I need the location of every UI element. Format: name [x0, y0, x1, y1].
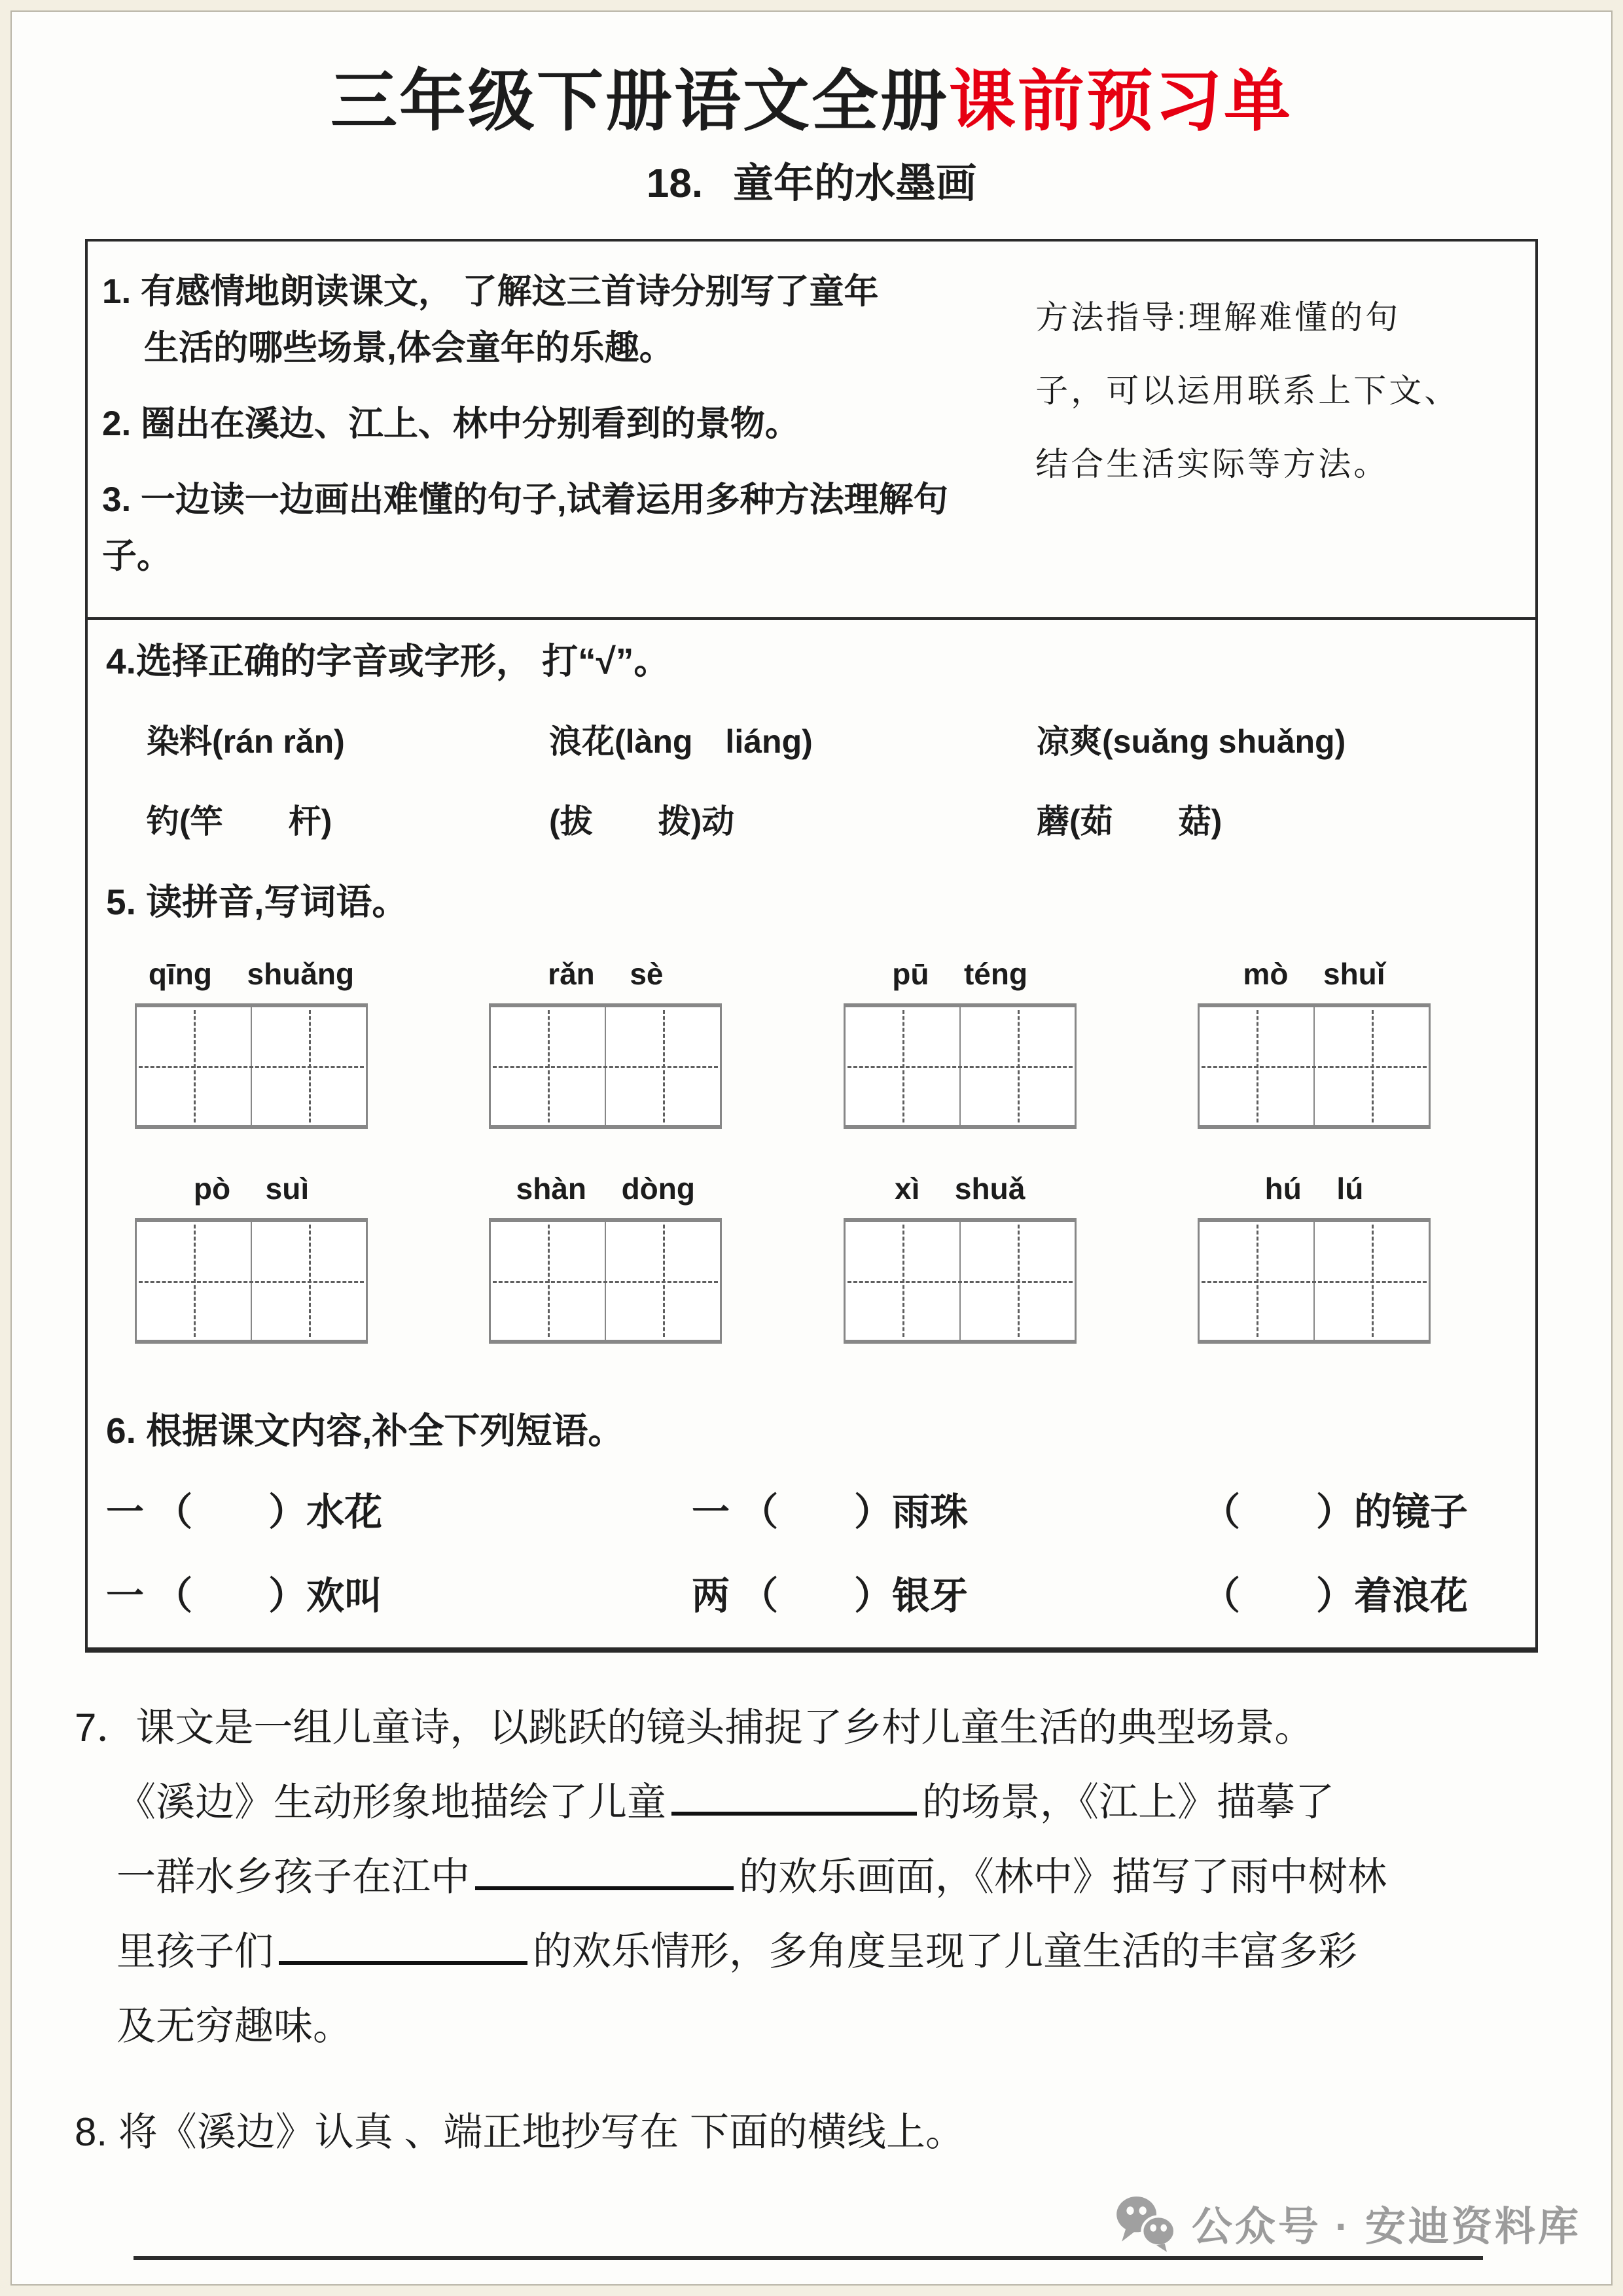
grid-cell — [605, 1222, 720, 1340]
grid-cell — [846, 1222, 959, 1340]
writing-grid — [489, 1218, 722, 1344]
copy-line-1 — [134, 2256, 1483, 2260]
grid-cell — [605, 1007, 720, 1125]
item-text-line2: 生活的哪些场景,体会童年的乐趣。 — [144, 328, 674, 367]
q5-grid-row-1 — [135, 956, 1431, 1129]
q7-text: 的场景，《江上》描摹了 — [922, 1780, 1334, 1824]
pinyin-label: pū téng — [892, 956, 1028, 991]
page-title — [12, 60, 1611, 144]
guide-line: 子，可以运用联系上下文、 — [1035, 372, 1460, 409]
q6-phrase: 一 （ ）雨珠 — [692, 1490, 969, 1534]
q7-line4 — [75, 1914, 1543, 1989]
q5-word-unit — [135, 956, 368, 1129]
q7-text: 的欢乐画面，《林中》描写了雨中树林 — [739, 1854, 1387, 1899]
writing-grid — [1198, 1003, 1431, 1129]
answer-blank — [671, 1783, 917, 1816]
q5-word-unit — [844, 956, 1077, 1129]
item-number: 3. — [102, 480, 132, 519]
pinyin-label: qīng shuǎng — [148, 956, 355, 991]
item-text: 一边读一边画出难懂的句子,试着运用多种方法理解句子。 — [102, 480, 948, 575]
lesson-name: 童年的水墨画 — [733, 160, 977, 206]
q4-option: 蘑(茹 菇) — [1037, 802, 1222, 840]
lesson-heading — [12, 151, 1611, 209]
footer-watermark — [1115, 2193, 1581, 2253]
q7-text: 《溪边》生动形象地描绘了儿童 — [116, 1780, 666, 1824]
q8-title: 8. 将《溪边》认真 、端正地抄写在 下面的横线上。 — [75, 2109, 965, 2154]
q7-text: 一群水乡孩子在江中 — [116, 1854, 470, 1899]
writing-grid — [135, 1218, 368, 1344]
q6-phrase: （ ）着浪花 — [1202, 1574, 1469, 1617]
q4-options-row-2 — [106, 795, 1516, 842]
paper-sheet — [10, 10, 1613, 2286]
writing-grid — [489, 1003, 722, 1129]
pinyin-label: rǎn sè — [548, 956, 664, 991]
guide-line: 方法指导:理解难懂的句 — [1035, 298, 1401, 336]
q6-phrase: 一 （ ）水花 — [106, 1490, 383, 1534]
grid-cell — [1200, 1007, 1313, 1125]
q4-option: 浪花(làng liáng) — [549, 723, 813, 760]
q6-phrase-row-1 — [106, 1481, 1516, 1536]
writing-grid — [1198, 1218, 1431, 1344]
pinyin-label: xì shuǎ — [895, 1171, 1026, 1206]
q6-phrase: 一 （ ）欢叫 — [106, 1574, 383, 1617]
q4-option: 钓(竿 杆) — [147, 802, 332, 840]
q7-paragraph — [75, 1691, 1543, 2064]
q7-text: 里孩子们 — [116, 1929, 274, 1973]
writing-grid — [135, 1003, 368, 1129]
instruction-item-1 — [102, 264, 1009, 376]
q5-word-unit — [489, 956, 722, 1129]
item-text: 圈出在溪边、江上、林中分别看到的景物。 — [140, 404, 800, 443]
pinyin-label: hú lú — [1264, 1171, 1364, 1206]
grid-cell — [1313, 1222, 1429, 1340]
grid-cell — [1200, 1222, 1313, 1340]
q5-word-unit — [1198, 1171, 1431, 1344]
grid-cell — [1313, 1007, 1429, 1125]
grid-cell — [137, 1007, 251, 1125]
q4-option: (拔 拨)动 — [549, 802, 735, 840]
q5-word-unit — [844, 1171, 1077, 1344]
grid-cell — [251, 1007, 366, 1125]
questions-row — [88, 617, 1535, 1647]
q6-phrase: 两 （ ）银牙 — [692, 1574, 969, 1617]
q7-text: 的欢乐情形，多角度呈现了儿童生活的丰富多彩 — [533, 1929, 1357, 1973]
instructions-row — [88, 242, 1535, 617]
worksheet-box — [85, 239, 1538, 1653]
instruction-item-3 — [102, 472, 1009, 584]
grid-cell — [959, 1007, 1075, 1125]
guide-line: 结合生活实际等方法。 — [1035, 445, 1389, 482]
writing-grid — [844, 1218, 1077, 1344]
item-number: 1. — [102, 272, 132, 311]
q7-line2 — [75, 1765, 1543, 1840]
grid-cell — [251, 1222, 366, 1340]
answer-blank — [279, 1932, 527, 1965]
q5-word-unit — [1198, 956, 1431, 1129]
lesson-number: 18. — [646, 160, 704, 206]
item-text: 有感情地朗读课文， 了解这三首诗分别写了童年 — [140, 272, 879, 311]
instruction-list — [102, 264, 1009, 604]
q4-option: 凉爽(suǎng shuǎng) — [1037, 723, 1346, 760]
page-title-black: 三年级下册语文全册 — [330, 64, 949, 139]
item-number: 2. — [102, 404, 132, 443]
q5-grid-row-2 — [135, 1171, 1431, 1344]
q6-phrase-row-2 — [106, 1565, 1516, 1620]
q6-title: 6. 根据课文内容,补全下列短语。 — [106, 1410, 624, 1451]
q4-option: 染料(rán rǎn) — [147, 723, 345, 760]
q5-word-unit — [489, 1171, 722, 1344]
q4-options-row-1 — [106, 715, 1516, 762]
pinyin-label: shàn dòng — [516, 1171, 695, 1206]
q5-title: 5. 读拼音,写词语。 — [106, 881, 408, 922]
pinyin-label: pò suì — [193, 1171, 310, 1206]
grid-cell — [846, 1007, 959, 1125]
grid-cell — [959, 1222, 1075, 1340]
pinyin-label: mò shuǐ — [1243, 956, 1385, 991]
grid-cell — [491, 1007, 605, 1125]
q6-phrase: （ ）的镜子 — [1202, 1490, 1469, 1534]
grid-cell — [137, 1222, 251, 1340]
method-guide — [1009, 264, 1520, 604]
q5-word-unit — [135, 1171, 368, 1344]
q7-line3 — [75, 1840, 1543, 1914]
q4-title: 4.选择正确的字音或字形， 打“√”。 — [106, 640, 670, 681]
wechat-icon — [1115, 2193, 1177, 2253]
q7-line5: 及无穷趣味。 — [116, 2003, 352, 2048]
grid-cell — [491, 1222, 605, 1340]
page-title-red: 课前预习单 — [949, 64, 1293, 139]
writing-grid — [844, 1003, 1077, 1129]
instruction-item-2 — [102, 396, 1009, 452]
answer-blank — [475, 1857, 734, 1890]
footer-label: 公众号 · 安迪资料库 — [1191, 2204, 1581, 2250]
q7-line1: 7．课文是一组儿童诗，以跳跃的镜头捕捉了乡村儿童生活的典型场景。 — [75, 1705, 1314, 1749]
